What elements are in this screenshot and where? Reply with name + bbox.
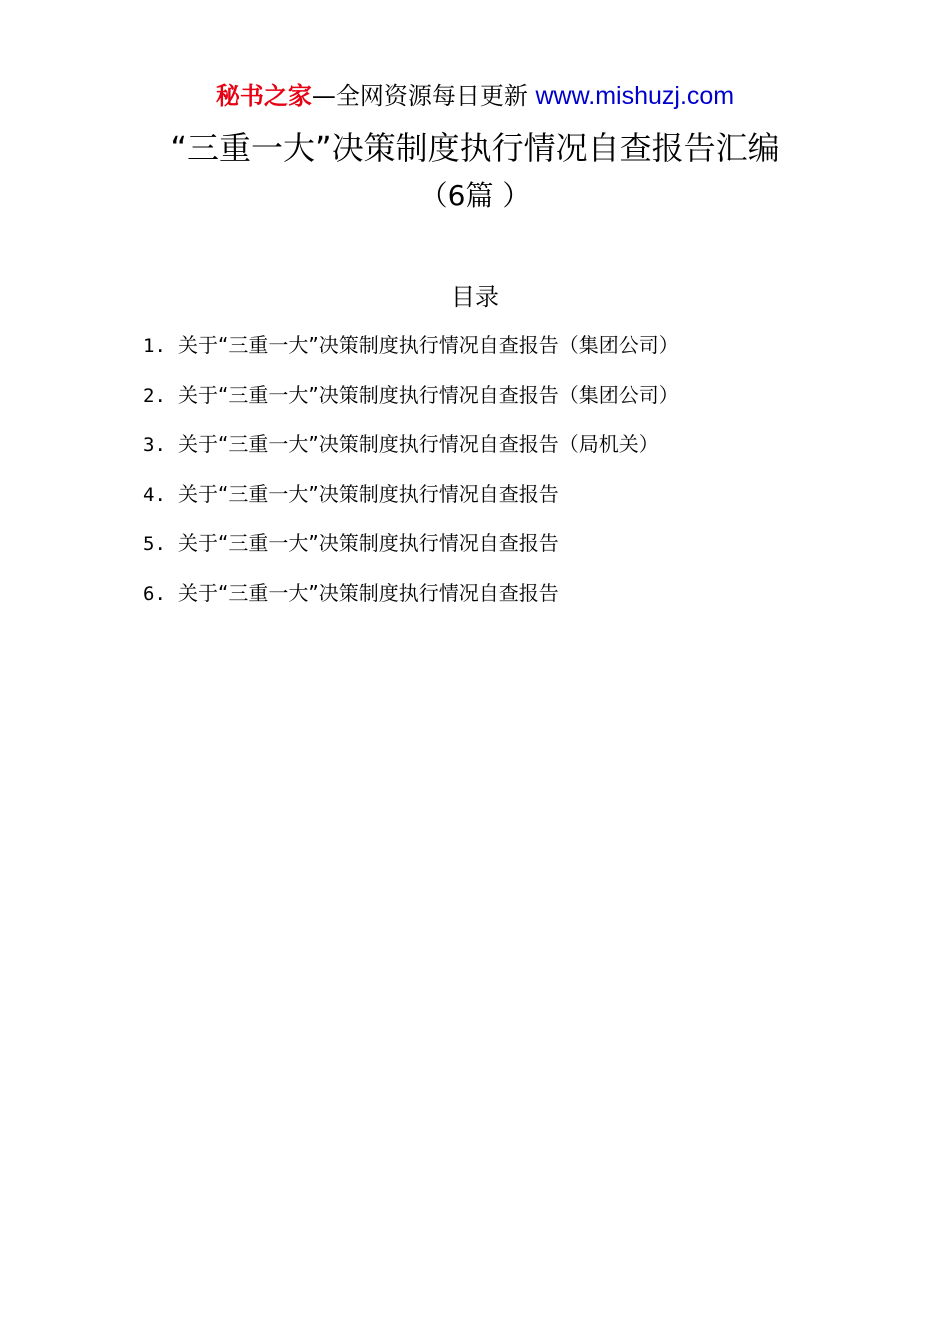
site-brand-name: 秘书之家 bbox=[215, 82, 312, 110]
toc-item[interactable] bbox=[143, 429, 923, 479]
toc-item-number: 4. bbox=[143, 483, 166, 506]
toc-item[interactable] bbox=[143, 380, 923, 430]
site-header bbox=[0, 80, 950, 112]
toc-item-text: 关于“三重一大”决策制度执行情况自查报告（局机关） bbox=[178, 432, 659, 457]
toc-item-text: 关于“三重一大”决策制度执行情况自查报告（集团公司） bbox=[178, 333, 679, 357]
toc-item-number: 3. bbox=[143, 434, 166, 457]
toc-item-text: 关于“三重一大”决策制度执行情况自查报告 bbox=[178, 580, 559, 605]
document-title: “三重一大”决策制度执行情况自查报告汇编 bbox=[170, 129, 780, 167]
toc-item-number: 1. bbox=[143, 335, 166, 357]
toc-item-number: 6. bbox=[143, 582, 166, 605]
toc-item-number: 5. bbox=[143, 533, 166, 556]
toc-item[interactable] bbox=[143, 578, 923, 628]
toc-item-text: 关于“三重一大”决策制度执行情况自查报告（集团公司） bbox=[178, 382, 679, 407]
toc-item-text: 关于“三重一大”决策制度执行情况自查报告 bbox=[178, 531, 559, 556]
toc-item[interactable] bbox=[143, 479, 923, 529]
toc-item[interactable] bbox=[143, 528, 923, 578]
toc-item-number: 2. bbox=[143, 384, 166, 407]
site-tagline: —全网资源每日更新 bbox=[311, 82, 528, 110]
toc-list bbox=[143, 330, 923, 628]
toc-item-text: 关于“三重一大”决策制度执行情况自查报告 bbox=[178, 481, 559, 506]
toc-heading: 目录 bbox=[451, 283, 499, 311]
document-subtitle: （6篇 ） bbox=[419, 179, 531, 212]
toc-item[interactable] bbox=[143, 330, 923, 380]
site-url-link[interactable]: www.mishuzj.com bbox=[535, 82, 735, 110]
